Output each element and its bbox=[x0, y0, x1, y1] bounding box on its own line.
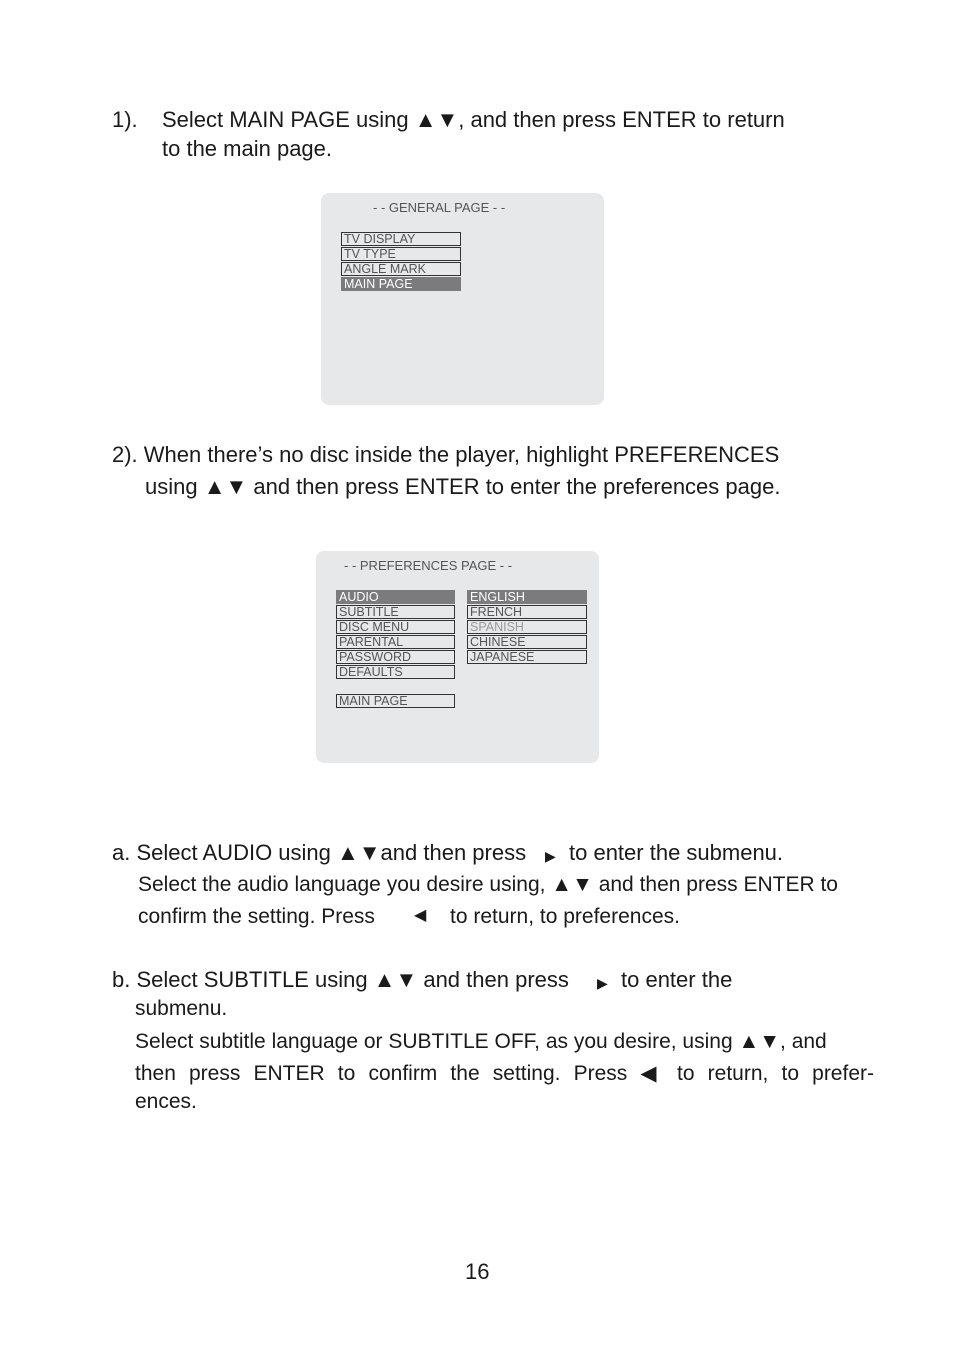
para-b-line4: then press ENTER to confirm the setting. Press ◀ to return, to prefer- bbox=[135, 1062, 874, 1085]
menu-item-tv-type[interactable]: TV TYPE bbox=[341, 247, 461, 261]
para-b-line1-end: to enter the bbox=[621, 967, 733, 992]
preferences-page-panel bbox=[316, 551, 599, 763]
option-japanese[interactable]: JAPANESE bbox=[467, 650, 587, 664]
para-b-line3: Select subtitle language or SUBTITLE OFF, as you desire, using ▲▼, and bbox=[135, 1030, 827, 1053]
option-chinese[interactable]: CHINESE bbox=[467, 635, 587, 649]
para-a-line1-start: a. Select AUDIO using ▲▼and then press bbox=[112, 840, 527, 865]
general-page-title: - - GENERAL PAGE - - bbox=[373, 200, 506, 215]
menu-item-parental[interactable]: PARENTAL bbox=[336, 635, 455, 649]
step1-line2: to the main page. bbox=[162, 136, 333, 161]
menu-item-tv-display[interactable]: TV DISPLAY bbox=[341, 232, 461, 246]
step2-line1: 2). When there’s no disc inside the player, highlight PREFERENCES bbox=[112, 442, 780, 467]
para-b-line1-start: b. Select SUBTITLE using ▲▼ and then press bbox=[112, 967, 569, 992]
option-spanish[interactable]: SPANISH bbox=[467, 620, 587, 634]
menu-item-main-page[interactable]: MAIN PAGE bbox=[336, 694, 455, 708]
general-page-panel bbox=[321, 193, 604, 405]
menu-item-main-page[interactable]: MAIN PAGE bbox=[341, 277, 461, 291]
page-number: 16 bbox=[465, 1259, 490, 1284]
para-b-line5: ences. bbox=[135, 1090, 197, 1113]
right-arrow-icon: ▶ bbox=[545, 848, 556, 864]
para-a-line2: Select the audio language you desire using, ▲▼ and then press ENTER to bbox=[138, 873, 838, 896]
menu-item-audio[interactable]: AUDIO bbox=[336, 590, 455, 604]
para-a-line3-start: confirm the setting. Press bbox=[138, 905, 375, 928]
para-a-line3-end: to return, to preferences. bbox=[450, 905, 680, 928]
menu-item-defaults[interactable]: DEFAULTS bbox=[336, 665, 455, 679]
option-english[interactable]: ENGLISH bbox=[467, 590, 587, 604]
menu-item-subtitle[interactable]: SUBTITLE bbox=[336, 605, 455, 619]
step1-number: 1). bbox=[112, 107, 138, 132]
step1-line1: Select MAIN PAGE using ▲▼, and then press ENTER to return bbox=[162, 107, 785, 132]
para-b-line2: submenu. bbox=[135, 997, 228, 1020]
menu-item-angle-mark[interactable]: ANGLE MARK bbox=[341, 262, 461, 276]
preferences-page-title: - - PREFERENCES PAGE - - bbox=[344, 558, 513, 573]
menu-item-password[interactable]: PASSWORD bbox=[336, 650, 455, 664]
para-a-line1-end: to enter the submenu. bbox=[569, 840, 784, 865]
step2-line2: using ▲▼ and then press ENTER to enter the preferences page. bbox=[145, 474, 781, 499]
menu-item-disc-menu[interactable]: DISC MENU bbox=[336, 620, 455, 634]
option-french[interactable]: FRENCH bbox=[467, 605, 587, 619]
right-arrow-icon: ▶ bbox=[597, 975, 608, 991]
left-arrow-icon: ◀ bbox=[414, 907, 427, 924]
